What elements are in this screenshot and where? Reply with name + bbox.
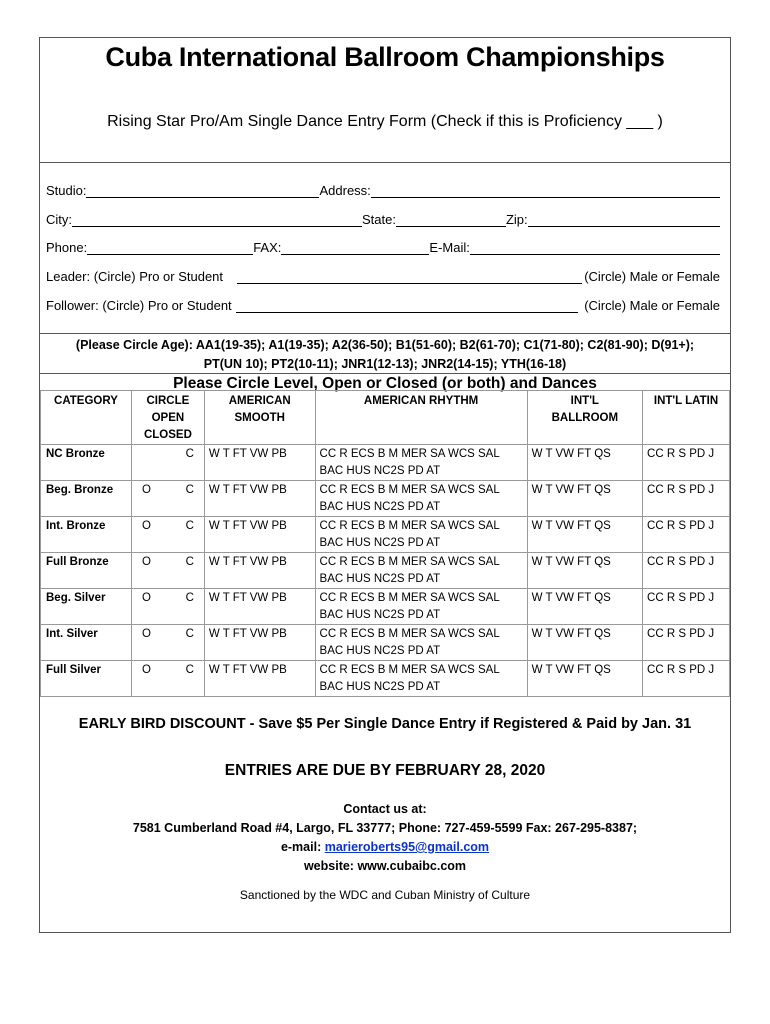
levels-header-row	[41, 391, 730, 445]
studio-label: Studio:	[46, 183, 87, 198]
rhythm-dances-line-2: BAC HUS NC2S PD AT	[319, 681, 441, 693]
open-closed-cell	[131, 625, 204, 661]
smooth-header	[204, 391, 315, 445]
level-category: Int. Silver	[41, 625, 132, 661]
state-field[interactable]	[396, 212, 506, 227]
latin-dances[interactable]: CC R S PD J	[643, 625, 730, 661]
level-row-int-bronze	[41, 517, 730, 553]
email-label: E-Mail:	[429, 240, 470, 255]
level-row-int-silver	[41, 625, 730, 661]
rhythm-dances[interactable]	[315, 553, 527, 589]
email-field[interactable]	[470, 240, 720, 255]
closed-option[interactable]: C	[185, 628, 194, 640]
leader-label: Leader: (Circle) Pro or Student	[46, 269, 224, 284]
studio-row	[46, 183, 720, 198]
rhythm-dances[interactable]	[315, 589, 527, 625]
age-selection	[40, 334, 730, 374]
studio-field[interactable]	[86, 183, 319, 198]
age-line-2: PT(UN 10); PT2(10-11); JNR1(12-13); JNR2(14-15); YTH(16-18)	[203, 357, 567, 371]
level-category: Beg. Bronze	[41, 481, 132, 517]
zip-field[interactable]	[528, 212, 720, 227]
form-header	[40, 38, 730, 163]
smooth-dances[interactable]: W T FT VW PB	[204, 553, 315, 589]
latin-dances[interactable]: CC R S PD J	[643, 445, 730, 481]
phone-field[interactable]	[87, 240, 253, 255]
smooth-dances[interactable]: W T FT VW PB	[204, 445, 315, 481]
open-option[interactable]: O	[141, 484, 151, 496]
open-closed-cell	[131, 661, 204, 697]
rhythm-dances-line-2: BAC HUS NC2S PD AT	[319, 537, 441, 549]
open-option[interactable]: O	[141, 664, 151, 676]
follower-label: Follower: (Circle) Pro or Student	[46, 298, 232, 313]
address-field[interactable]	[371, 183, 720, 198]
rhythm-dances-line-1: CC R ECS B M MER SA WCS SAL	[319, 448, 500, 460]
contact-info	[40, 800, 730, 876]
rhythm-dances[interactable]	[315, 445, 527, 481]
rhythm-dances-line-1: CC R ECS B M MER SA WCS SAL	[319, 628, 500, 640]
phone-row	[46, 240, 720, 255]
follower-gender-label: (Circle) Male or Female	[584, 298, 720, 313]
latin-dances[interactable]: CC R S PD J	[643, 589, 730, 625]
rhythm-dances-line-2: BAC HUS NC2S PD AT	[319, 573, 441, 585]
ballroom-dances[interactable]: W T VW FT QS	[527, 445, 642, 481]
rhythm-dances-line-2: BAC HUS NC2S PD AT	[319, 501, 441, 513]
city-label: City:	[46, 212, 72, 227]
closed-option[interactable]: C	[185, 556, 194, 568]
open-closed-cell	[131, 589, 204, 625]
level-category: Int. Bronze	[41, 517, 132, 553]
rhythm-dances-line-1: CC R ECS B M MER SA WCS SAL	[319, 664, 500, 676]
phone-label: Phone:	[46, 240, 88, 255]
email-prefix: e-mail:	[280, 840, 325, 854]
levels-body	[41, 445, 730, 697]
city-row	[46, 212, 720, 227]
page-title: Cuba International Ballroom Championships	[105, 42, 665, 72]
category-header: CATEGORY	[41, 391, 132, 445]
rhythm-dances[interactable]	[315, 661, 527, 697]
leader-gender-label: (Circle) Male or Female	[584, 269, 720, 284]
level-category: NC Bronze	[41, 445, 132, 481]
open-closed-cell	[131, 481, 204, 517]
follower-row	[46, 298, 720, 313]
early-bird-discount: EARLY BIRD DISCOUNT - Save $5 Per Single Dance Entry if Registered & Paid by Jan. 31	[78, 716, 692, 732]
latin-dances[interactable]: CC R S PD J	[643, 553, 730, 589]
rhythm-dances-line-2: BAC HUS NC2S PD AT	[319, 645, 441, 657]
open-option[interactable]: O	[141, 556, 151, 568]
level-row-full-silver	[41, 661, 730, 697]
smooth-dances[interactable]: W T FT VW PB	[204, 661, 315, 697]
rhythm-dances[interactable]	[315, 517, 527, 553]
closed-option[interactable]: C	[185, 484, 194, 496]
level-row-nc-bronze	[41, 445, 730, 481]
leader-field[interactable]	[237, 269, 582, 284]
latin-dances[interactable]: CC R S PD J	[643, 517, 730, 553]
due-date: ENTRIES ARE DUE BY FEBRUARY 28, 2020	[224, 762, 546, 779]
levels-title: Please Circle Level, Open or Closed (or both) and Dances	[173, 375, 597, 392]
level-category: Full Bronze	[41, 553, 132, 589]
latin-dances[interactable]: CC R S PD J	[643, 661, 730, 697]
closed-option[interactable]: C	[185, 592, 194, 604]
rhythm-dances-line-1: CC R ECS B M MER SA WCS SAL	[319, 592, 500, 604]
ballroom-header	[527, 391, 642, 445]
follower-field[interactable]	[236, 298, 579, 313]
form-subtitle: Rising Star Pro/Am Single Dance Entry Form (Check if this is Proficiency ___ )	[107, 113, 663, 130]
latin-header: INT'L LATIN	[643, 391, 730, 445]
rhythm-dances[interactable]	[315, 625, 527, 661]
entry-form	[39, 37, 731, 933]
fax-field[interactable]	[281, 240, 429, 255]
open-closed-cell	[131, 517, 204, 553]
rhythm-dances-line-1: CC R ECS B M MER SA WCS SAL	[319, 520, 500, 532]
level-row-beg-bronze	[41, 481, 730, 517]
closed-option[interactable]: C	[185, 448, 194, 460]
ballroom-dances[interactable]: W T VW FT QS	[527, 517, 642, 553]
ballroom-dances[interactable]: W T VW FT QS	[527, 481, 642, 517]
ballroom-dances[interactable]: W T VW FT QS	[527, 553, 642, 589]
closed-option[interactable]: C	[185, 664, 194, 676]
sanction-note: Sanctioned by the WDC and Cuban Ministry of Culture	[239, 888, 531, 902]
open-option[interactable]: O	[141, 520, 151, 532]
ballroom-dances[interactable]: W T VW FT QS	[527, 661, 642, 697]
contact-fields	[40, 163, 730, 334]
address-label: Address:	[319, 183, 371, 198]
zip-label: Zip:	[505, 212, 528, 227]
rhythm-dances-line-2: BAC HUS NC2S PD AT	[319, 609, 441, 621]
fax-label: FAX:	[253, 240, 282, 255]
smooth-header-text: AMERICAN SMOOTH	[228, 395, 291, 424]
rhythm-header: AMERICAN RHYTHM	[315, 391, 527, 445]
level-row-full-bronze	[41, 553, 730, 589]
open-closed-cell	[131, 553, 204, 589]
smooth-dances[interactable]: W T FT VW PB	[204, 517, 315, 553]
smooth-dances[interactable]: W T FT VW PB	[204, 625, 315, 661]
closed-option[interactable]: C	[185, 520, 194, 532]
contact-title: Contact us at:	[343, 802, 427, 816]
website-line: website: www.cubaibc.com	[303, 859, 467, 873]
state-label: State:	[362, 212, 396, 227]
email-link[interactable]: marieroberts95@gmail.com	[324, 840, 490, 854]
smooth-dances[interactable]: W T FT VW PB	[204, 589, 315, 625]
levels-table	[40, 390, 730, 697]
rhythm-dances[interactable]	[315, 481, 527, 517]
ballroom-header-text: INT'L BALLROOM	[551, 395, 619, 424]
rhythm-dances-line-1: CC R ECS B M MER SA WCS SAL	[319, 484, 500, 496]
open-closed-header	[131, 391, 204, 445]
level-category: Beg. Silver	[41, 589, 132, 625]
form-footer	[40, 706, 730, 902]
ballroom-dances[interactable]: W T VW FT QS	[527, 589, 642, 625]
contact-address: 7581 Cumberland Road #4, Largo, FL 33777; Phone: 727-459-5599 Fax: 267-295-8387;	[132, 821, 638, 835]
level-category: Full Silver	[41, 661, 132, 697]
open-option[interactable]: O	[141, 592, 151, 604]
open-closed-cell	[131, 445, 204, 481]
open-closed-header-text: CIRCLE OPEN CLOSED	[143, 395, 192, 441]
smooth-dances[interactable]: W T FT VW PB	[204, 481, 315, 517]
age-line-1: (Please Circle Age): AA1(19-35); A1(19-35); A2(36-50); B1(51-60); B2(61-70); C1(71-80); C2(81-90); D(91+);	[75, 338, 695, 352]
city-field[interactable]	[72, 212, 362, 227]
open-option[interactable]: O	[141, 628, 151, 640]
rhythm-dances-line-2: BAC HUS NC2S PD AT	[319, 465, 441, 477]
leader-row	[46, 269, 720, 284]
contact-email-line	[40, 838, 730, 857]
rhythm-dances-line-1: CC R ECS B M MER SA WCS SAL	[319, 556, 500, 568]
latin-dances[interactable]: CC R S PD J	[643, 481, 730, 517]
level-row-beg-silver	[41, 589, 730, 625]
ballroom-dances[interactable]: W T VW FT QS	[527, 625, 642, 661]
